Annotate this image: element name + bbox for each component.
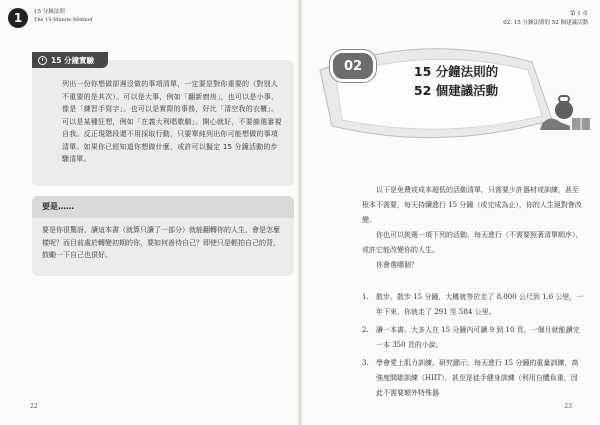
intro-question: 你會選哪個？ — [376, 261, 418, 269]
chapter-title-line1: 15 分鐘法則的 — [413, 64, 499, 79]
activity-list — [362, 290, 584, 404]
chapter-subtitle: 02. 15 分鐘法則的 52 個建議活動 — [503, 20, 588, 26]
chapter-title-line2: 52 個建議活動 — [413, 83, 499, 98]
what-if-text: 要是你很驚訝，讀這本書（就算只讀了一部分）就能翻轉你的人生，會是怎麼樣呢？而目前處於轉變初期的你，要如何善待自己？即使只是輕拍自己的背，鼓勵一下自己也很好。 — [42, 226, 280, 259]
right-page — [302, 0, 600, 425]
intro-paragraph: 以下是免費或成本超低的活動清單，只需要少許器材或訓練，甚至根本不需要，每天持續進行 15 分鐘（或完成為止），你的人生絕對會改變。 — [362, 186, 582, 224]
what-if-title: 要是…… — [42, 202, 74, 211]
clock-icon — [38, 56, 47, 65]
chapter-badge-icon: 1 — [8, 8, 28, 28]
list-item-text: 散步。散步 15 分鐘，大概就等於走了 8,000 公尺到 1.6 公里，一年下來，你就走了 291 至 584 公里。 — [376, 293, 584, 316]
book-icon — [572, 118, 590, 130]
kettlebell-icon — [555, 96, 573, 119]
book-title: 15 分鐘法則 — [34, 9, 65, 15]
experiment-text: 列出一份你想做卻遲沒做的事項清單，一定要是對你重要的（對別人不重要的是其次）。可以是大事，例如「翻新廚房」，也可以是小事，像是「練習手寫字」。也可以是實際的事務，好比「清空我的衣櫃」。可以是某種狂想，例如「在義大利唱歌劇」。開心就好，不要篩選審視自我。反正現階段還不用採取行動，只要單純列出你可能想做的事項清單。如果你已經知道你想做什麼，或許可以擬定 15 分鐘活動的步驟清單。 — [62, 80, 282, 163]
list-item — [362, 323, 584, 353]
intro-paragraph: 你也可以挑選一項下列的活動，每天進行（不需要照著清單順序），或許它能改變你的人生。 — [362, 231, 583, 254]
left-page — [0, 0, 298, 425]
experiment-tab — [32, 52, 108, 68]
book-title-en: The 15-Minute Method — [34, 17, 93, 23]
running-header-left — [8, 8, 92, 28]
list-item-number: 2. — [362, 326, 369, 334]
list-item-number: 1. — [362, 293, 369, 301]
list-item-number: 3. — [362, 359, 369, 367]
running-header-right — [503, 10, 588, 28]
experiment-tab-label: 15 分鐘實驗 — [51, 55, 95, 65]
chapter-label: 第 1 章 — [570, 11, 588, 17]
page-number-right: 23 — [564, 403, 572, 410]
list-item — [362, 356, 584, 401]
list-item — [362, 290, 584, 320]
list-item-text: 學會愛上肌力訓練。研究顯示，每天進行 15 分鐘的重量訓練，高強度間歇訓練（HIIT），甚至是徒手健身訓練（利用自體負重，因此不需要額外特殊器 — [376, 359, 579, 397]
chapter-title — [374, 62, 538, 100]
chapter-number-badge: 02 — [330, 50, 376, 82]
book-title-block — [34, 8, 92, 24]
page-number-left: 22 — [30, 403, 38, 410]
list-item-text: 讀一本書。大多人在 15 分鐘內可讀 9 到 10 頁，一個月就能讀完一本 350 頁的小說。 — [376, 326, 580, 349]
intro-text — [362, 183, 584, 273]
